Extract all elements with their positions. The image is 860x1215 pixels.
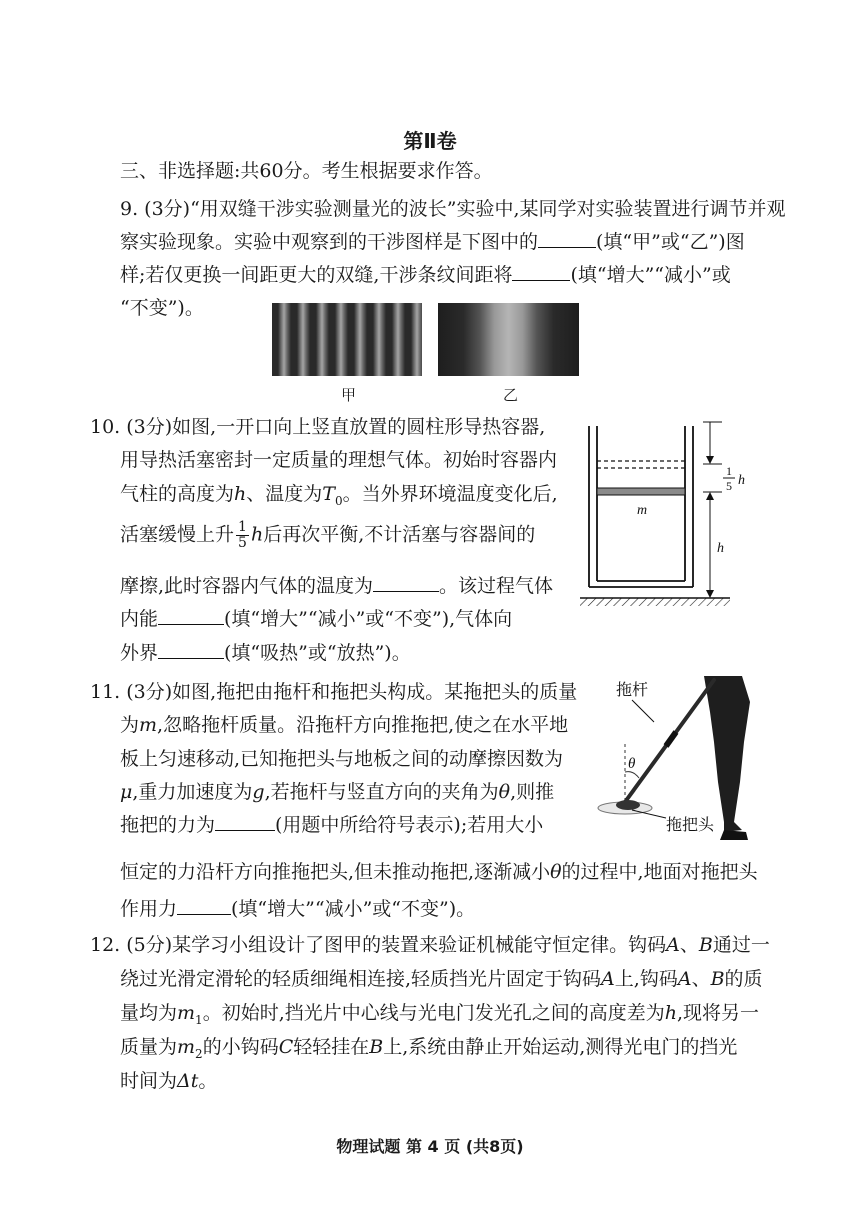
var-h: h <box>250 523 264 546</box>
fringe-label-a: 甲 <box>341 386 357 404</box>
q11-text: ,重力加速度为 <box>132 781 253 803</box>
q10-text: 。当外界环境温度变化后, <box>342 483 558 505</box>
q12-text: 绕过光滑定滑轮的轻质细绳相连接,轻质挡光片固定于钩码 <box>120 968 602 990</box>
var-h: h <box>234 483 247 505</box>
leader-line <box>632 700 654 722</box>
q11-text: 的过程中,地面对拖把头 <box>561 861 758 883</box>
q10-line-5 <box>120 573 553 599</box>
fraction-den: 5 <box>238 535 247 551</box>
var-B: B <box>698 934 713 956</box>
answer-blank[interactable] <box>158 606 224 625</box>
q11-line-5 <box>120 812 543 838</box>
var-m: m <box>139 714 158 736</box>
fringe-pattern-a <box>272 303 422 376</box>
fraction <box>236 520 249 551</box>
q9-text: (填“甲”或“乙”)图 <box>596 231 745 253</box>
mass-label: m <box>636 503 648 518</box>
person-legs <box>704 676 750 832</box>
page-title: 第Ⅱ卷 <box>403 129 457 153</box>
angle-arc <box>625 772 639 778</box>
mop-head-clip <box>616 800 640 810</box>
q10-text: 外界 <box>120 642 159 664</box>
q10-text: (填“吸热”或“放热”)。 <box>224 642 411 664</box>
piston <box>597 488 685 495</box>
q9-text: (填“增大”“减小”或 <box>570 264 731 286</box>
q12-text: 的小钩码 <box>202 1036 279 1058</box>
q9-line-4: “不变”)。 <box>120 297 204 319</box>
q12-text: 质量为 <box>120 1036 178 1058</box>
subscript: 0 <box>334 493 343 508</box>
q9-line-2 <box>120 229 745 255</box>
ground-hatch <box>580 598 730 606</box>
q12-line-3 <box>120 1000 759 1033</box>
frac-den: 5 <box>726 479 732 493</box>
subscript: 2 <box>195 1046 203 1061</box>
subscript: 1 <box>195 1012 203 1027</box>
q12-text: ,现将另一 <box>676 1002 760 1024</box>
q11-text: ,若拖杆与竖直方向的夹角为 <box>264 781 499 803</box>
q10-line-2: 用导热活塞密封一定质量的理想气体。初始时容器内 <box>120 449 558 471</box>
q12-text: 、 <box>691 968 711 990</box>
q10-text: 。该过程气体 <box>439 575 554 597</box>
answer-blank[interactable] <box>373 573 439 592</box>
fraction-num: 1 <box>238 519 247 535</box>
q10-text: 活塞缓慢上升 <box>120 523 235 546</box>
answer-blank[interactable] <box>177 896 231 915</box>
q12-text: 、 <box>679 934 699 956</box>
q12-text: 。初始时,挡光片中心线与光电门发光孔之间的高度差为 <box>202 1002 665 1024</box>
var-A: A <box>601 968 615 990</box>
var-T: T <box>322 483 335 505</box>
q11-line-6 <box>120 859 758 885</box>
q12-text: 上,钩码 <box>614 968 678 990</box>
q11-text: 拖把的力为 <box>120 814 216 836</box>
q9-text: 样;若仅更换一间距更大的双缝,干涉条纹间距将 <box>120 264 513 286</box>
q12-text: 。 <box>198 1070 218 1092</box>
q12-text: 轻轻挂在 <box>293 1036 370 1058</box>
q11-line-3: 板上匀速移动,已知拖把头与地板之间的动摩擦因数为 <box>120 748 564 770</box>
var-C: C <box>278 1036 294 1058</box>
q12-text: 量均为 <box>120 1002 178 1024</box>
var-g: g <box>252 781 265 803</box>
q11-text: 作用力 <box>120 898 178 920</box>
q11-line-2 <box>120 712 568 738</box>
q11-text: 恒定的力沿杆方向推拖把头,但未推动拖把,逐渐减小 <box>120 861 551 883</box>
var-m: m <box>177 1036 196 1058</box>
page-footer: 物理试题 第 4 页 (共8页) <box>336 1137 524 1156</box>
q9-line-1: 9. (3分)“用双缝干涉实验测量光的波长”实验中,某同学对实验装置进行调节并观 <box>120 198 786 220</box>
q11-text: (填“增大”“减小”或“不变”)。 <box>231 898 476 920</box>
rod-joint <box>666 732 676 746</box>
q12-text: 通过一 <box>712 934 770 956</box>
q12-text: 时间为 <box>120 1070 178 1092</box>
q11-text: ,忽略拖杆质量。沿拖杆方向推拖把,使之在水平地 <box>157 714 569 736</box>
q10-text: 内能 <box>120 608 159 630</box>
q12-line-1 <box>90 932 770 958</box>
q10-line-1: 10. (3分)如图,一开口向上竖直放置的圆柱形导热容器, <box>90 416 546 438</box>
q10-line-7 <box>120 640 411 666</box>
q12-text: 的质 <box>724 968 763 990</box>
q10-text: 、温度为 <box>246 483 323 505</box>
q10-text: 后再次平衡,不计活塞与容器间的 <box>263 523 536 546</box>
var-mu: μ <box>120 781 133 803</box>
q11-text: (用题中所给符号表示);若用大小 <box>275 814 544 836</box>
q11-line-7 <box>120 896 475 922</box>
q12-text: 12. (5分)某学习小组设计了图甲的装置来验证机械能守恒定律。钩码 <box>90 934 667 956</box>
mop-illustration <box>592 672 762 844</box>
q10-text: (填“增大”“减小”或“不变”),气体向 <box>224 608 513 630</box>
q12-line-2 <box>120 966 763 992</box>
var-A: A <box>666 934 680 956</box>
q10-text: 气柱的高度为 <box>120 483 235 505</box>
theta-label: θ <box>628 756 636 772</box>
q11-text: ,则推 <box>510 781 555 803</box>
var-delta-t: Δt <box>177 1070 199 1092</box>
q9-text: 察实验现象。实验中观察到的干涉图样是下图中的 <box>120 231 539 253</box>
arrow-head <box>706 456 714 464</box>
answer-blank[interactable] <box>512 262 570 281</box>
head-label: 拖把头 <box>666 815 715 834</box>
rod-label: 拖杆 <box>616 680 649 699</box>
var-B: B <box>369 1036 384 1058</box>
arrow-head <box>706 492 714 500</box>
frac-num: 1 <box>726 464 732 478</box>
fringe-pattern-b <box>438 303 579 376</box>
arrow-head <box>706 590 714 598</box>
q11-line-4 <box>120 779 554 805</box>
var-theta: θ <box>550 861 562 883</box>
q10-line-3 <box>120 481 558 514</box>
answer-blank[interactable] <box>538 229 596 248</box>
q10-line-6 <box>120 606 512 632</box>
answer-blank[interactable] <box>215 812 275 831</box>
q12-text: 上,系统由静止开始运动,测得光电门的挡光 <box>383 1036 738 1058</box>
q12-line-5 <box>120 1068 217 1094</box>
fringe-label-b: 乙 <box>503 386 519 404</box>
q10-line-4 <box>120 520 535 551</box>
height-label: h <box>717 541 724 556</box>
answer-blank[interactable] <box>158 640 224 659</box>
q11-line-1: 11. (3分)如图,拖把由拖杆和拖把头构成。某拖把头的质量 <box>90 681 578 703</box>
var-A: A <box>677 968 692 990</box>
shoe <box>720 830 748 840</box>
var-h: h <box>664 1002 677 1024</box>
section-header: 三、非选择题:共60分。考生根据要求作答。 <box>120 160 493 182</box>
q10-text: 摩擦,此时容器内气体的温度为 <box>120 575 374 597</box>
container-diagram <box>572 418 762 608</box>
var-m: m <box>177 1002 196 1024</box>
q9-line-3 <box>120 262 731 288</box>
var-B: B <box>710 968 725 990</box>
frac-h: h <box>738 473 745 488</box>
var-theta: θ <box>498 781 511 803</box>
q11-text: 为 <box>120 714 140 736</box>
q12-line-4 <box>120 1034 737 1067</box>
